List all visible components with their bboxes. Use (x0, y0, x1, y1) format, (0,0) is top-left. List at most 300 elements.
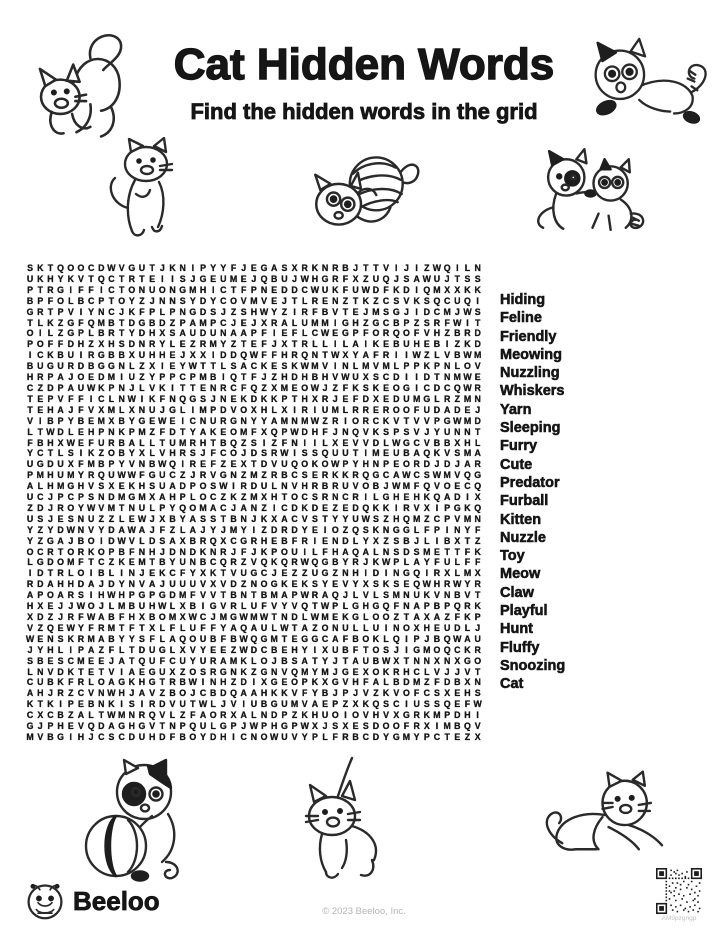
grid-letter: D (372, 568, 380, 579)
grid-letter: L (118, 644, 125, 655)
grid-letter: F (413, 688, 420, 699)
grid-letter: J (159, 263, 165, 273)
grid-letter: M (443, 306, 451, 317)
grid-letter: J (342, 590, 348, 601)
grid-letter: H (67, 579, 74, 590)
grid-letter: W (66, 437, 75, 448)
word-list-item: Playful (500, 603, 548, 620)
grid-letter: M (36, 470, 44, 481)
two-kittens-illustration (532, 147, 658, 238)
grid-letter: J (68, 404, 74, 415)
grid-letter: V (37, 731, 44, 742)
grid-letter: N (98, 688, 105, 699)
grid-letter: K (372, 557, 380, 568)
grid-letter: A (87, 644, 95, 655)
grid-row (25, 667, 483, 678)
grid-letter: N (403, 590, 410, 601)
grid-letter: E (169, 361, 176, 372)
grid-letter: R (87, 470, 95, 481)
grid-letter: O (57, 557, 65, 568)
grid-letter: G (321, 557, 329, 568)
grid-letter: T (37, 699, 43, 710)
grid-letter: E (434, 622, 440, 633)
grid-letter: N (342, 568, 349, 579)
grid-letter: O (57, 295, 65, 306)
grid-letter: B (77, 535, 85, 546)
grid-letter: N (443, 590, 451, 601)
grid-letter: J (231, 317, 236, 328)
grid-letter: G (138, 317, 146, 328)
grid-letter: F (413, 328, 420, 339)
grid-letter: Y (301, 731, 308, 742)
grid-letter: Z (261, 382, 267, 393)
grid-letter: I (89, 590, 93, 601)
grid-letter: M (138, 557, 146, 568)
grid-letter: L (88, 677, 94, 688)
grid-letter: E (434, 546, 440, 557)
grid-letter: H (220, 677, 227, 688)
grid-letter: F (261, 328, 267, 339)
grid-letter: X (169, 666, 176, 677)
grid-letter: E (281, 568, 288, 579)
grid-letter: U (403, 339, 410, 350)
grid-letter: M (280, 415, 289, 426)
grid-letter: R (311, 295, 319, 306)
grid-letter: P (403, 361, 410, 372)
grid-letter: E (169, 415, 176, 426)
grid-letter: D (240, 677, 247, 688)
grid-letter: Z (230, 306, 237, 317)
grid-letter: T (149, 557, 155, 568)
grid-letter: U (311, 568, 319, 579)
grid-letter: K (108, 699, 115, 710)
grid-letter: Y (271, 306, 278, 317)
grid-letter: R (321, 470, 329, 481)
grid-letter: K (118, 557, 125, 568)
grid-letter: B (87, 699, 95, 710)
grid-letter: T (454, 546, 460, 557)
grid-row (25, 285, 483, 296)
grid-letter: T (322, 513, 328, 524)
grid-letter: L (241, 601, 247, 612)
grid-letter: C (230, 535, 237, 546)
grid-letter: C (321, 633, 329, 644)
grid-letter: B (403, 448, 410, 459)
grid-letter: I (69, 644, 72, 655)
grid-letter: K (413, 295, 420, 306)
grid-letter: O (443, 481, 451, 492)
grid-letter: J (180, 350, 186, 361)
grid-letter: N (210, 677, 217, 688)
grid-letter: Z (363, 273, 369, 284)
grid-letter: J (190, 688, 196, 699)
grid-letter: T (281, 492, 288, 503)
grid-letter: U (433, 273, 441, 284)
grid-letter: A (464, 459, 471, 470)
grid-letter: Q (87, 721, 95, 732)
grid-letter: O (118, 295, 126, 306)
grid-letter: P (149, 306, 156, 317)
grid-letter: T (363, 644, 369, 655)
grid-letter: S (464, 273, 471, 284)
grid-letter: W (331, 350, 340, 361)
grid-letter: C (98, 393, 105, 404)
grid-letter: R (108, 437, 115, 448)
grid-letter: A (250, 622, 258, 633)
grid-letter: Z (139, 295, 145, 306)
grid-letter: I (395, 350, 398, 361)
grid-letter: N (332, 492, 339, 503)
grid-letter: E (37, 404, 44, 415)
grid-letter: N (393, 622, 400, 633)
grid-letter: X (200, 568, 206, 579)
grid-letter: F (464, 546, 471, 557)
grid-letter: R (189, 437, 197, 448)
grid-letter: B (210, 688, 217, 699)
grid-letter: B (433, 339, 441, 350)
grid-letter: M (240, 426, 248, 437)
grid-letter: L (312, 339, 318, 350)
grid-letter: L (139, 535, 145, 546)
grid-letter: A (118, 524, 125, 535)
grid-letter: K (128, 677, 135, 688)
grid-letter: Q (291, 666, 298, 677)
grid-letter: U (332, 644, 339, 655)
grid-letter: W (107, 590, 116, 601)
grid-letter: N (260, 710, 268, 721)
grid-letter: F (190, 590, 196, 601)
grid-letter: E (393, 459, 400, 470)
grid-letter: T (403, 655, 410, 666)
grid-letter: K (240, 655, 247, 666)
grid-letter: T (88, 273, 94, 284)
grid-letter: G (57, 284, 65, 295)
grid-letter: P (261, 721, 267, 732)
grid-letter: L (363, 612, 369, 622)
grid-letter: L (352, 361, 359, 372)
grid-letter: D (393, 393, 400, 404)
grid-letter: Z (424, 513, 430, 524)
grid-letter: P (413, 633, 420, 644)
grid-letter: P (169, 306, 176, 317)
grid-letter: X (179, 644, 186, 655)
grid-letter: W (127, 470, 136, 481)
grid-letter: D (454, 710, 461, 721)
grid-letter: Q (291, 459, 298, 470)
grid-letter: U (281, 459, 288, 470)
grid-letter: U (26, 513, 34, 524)
grid-letter: R (210, 655, 217, 666)
grid-row (25, 525, 483, 536)
grid-letter: R (413, 710, 420, 721)
grid-letter: Y (169, 502, 176, 513)
grid-letter: N (332, 535, 339, 546)
grid-letter: L (383, 437, 389, 448)
grid-letter: D (423, 372, 430, 383)
grid-letter: Y (128, 328, 135, 339)
grid-letter: P (179, 317, 186, 328)
grid-letter: R (321, 492, 329, 503)
grid-letter: C (464, 481, 471, 492)
grid-letter: A (159, 492, 166, 503)
grid-letter: W (300, 361, 309, 372)
grid-letter: J (220, 699, 226, 710)
grid-letter: I (364, 448, 367, 459)
grid-letter: M (270, 590, 278, 601)
grid-letter: V (362, 437, 369, 448)
grid-row (25, 438, 483, 449)
word-list-item: Hunt (500, 621, 534, 638)
grid-letter: S (362, 524, 369, 535)
grid-letter: K (372, 502, 380, 513)
grid-letter: L (179, 524, 186, 535)
grid-letter: X (311, 721, 318, 732)
grid-letter: F (179, 568, 186, 579)
grid-letter: C (393, 699, 400, 710)
grid-letter: R (291, 350, 298, 361)
grid-letter: C (67, 655, 74, 666)
grid-letter: Y (189, 295, 196, 306)
grid-letter: B (37, 655, 44, 666)
grid-letter: Z (291, 568, 298, 579)
grid-letter: R (433, 317, 441, 328)
grid-letter: W (310, 284, 320, 295)
grid-letter: A (250, 688, 258, 699)
cat-icon (98, 137, 190, 239)
grid-letter: A (372, 677, 380, 688)
grid-letter: H (47, 437, 54, 448)
grid-letter: K (87, 448, 95, 459)
grid-letter: R (382, 404, 390, 415)
grid-letter: A (108, 677, 115, 688)
grid-letter: U (67, 350, 74, 361)
grid-letter: P (149, 590, 156, 601)
grid-letter: C (98, 731, 105, 742)
grid-letter: U (77, 382, 85, 393)
grid-letter: G (179, 284, 187, 295)
grid-letter: V (301, 513, 308, 524)
grid-letter: O (77, 372, 85, 383)
grid-letter: K (291, 361, 298, 372)
grid-letter: V (230, 568, 237, 579)
grid-letter: A (230, 622, 237, 633)
grid-letter: X (210, 579, 217, 590)
grid-letter: N (332, 622, 339, 633)
grid-letter: P (250, 328, 257, 339)
grid-letter: S (240, 306, 247, 317)
grid-letter: U (98, 437, 105, 448)
grid-letter: U (148, 655, 156, 666)
grid-letter: E (88, 666, 95, 677)
grid-letter: Z (68, 710, 74, 721)
grid-letter: V (454, 513, 461, 524)
grid-letter: V (372, 361, 379, 372)
grid-letter: P (291, 721, 298, 732)
grid-letter: X (240, 459, 247, 470)
walking-cat-illustration (288, 753, 403, 883)
grid-letter: P (342, 688, 349, 699)
standing-cat-illustration (98, 137, 190, 239)
grid-letter: F (403, 721, 410, 732)
grid-letter: K (271, 557, 278, 568)
grid-letter: B (47, 731, 54, 742)
grid-letter: G (443, 415, 451, 426)
grid-letter: X (179, 535, 186, 546)
grid-letter: C (220, 502, 227, 513)
word-list-item: Cute (500, 456, 533, 473)
grid-letter: Q (260, 273, 268, 284)
grid-letter: P (210, 317, 217, 328)
grid-letter: H (118, 590, 125, 601)
grid-letter: F (159, 655, 165, 666)
grid-letter: P (179, 492, 186, 503)
grid-letter: M (463, 568, 472, 579)
grid-letter: Q (413, 568, 421, 579)
grid-letter: G (108, 361, 115, 372)
grid-letter: Z (342, 699, 349, 710)
grid-letter: T (220, 590, 227, 601)
grid-letter: S (189, 448, 196, 459)
grid-letter: M (250, 470, 258, 481)
grid-letter: F (200, 622, 206, 633)
grid-letter: V (271, 601, 278, 612)
grid-letter: X (220, 535, 227, 546)
grid-letter: A (87, 579, 95, 590)
grid-letter: W (188, 612, 197, 622)
grid-letter: E (332, 612, 339, 622)
grid-letter: I (313, 535, 317, 546)
grid-letter: G (464, 655, 471, 666)
grid-letter: D (98, 372, 105, 383)
grid-letter: A (128, 437, 135, 448)
grid-letter: L (220, 361, 227, 372)
grid-letter: M (311, 361, 319, 372)
grid-letter: A (464, 633, 471, 644)
grid-letter: X (444, 284, 451, 295)
grid-letter: R (352, 404, 359, 415)
grid-letter: T (210, 437, 216, 448)
grid-letter: S (98, 481, 105, 492)
grid-letter: P (57, 306, 64, 317)
grid-letter: P (189, 372, 196, 383)
grid-letter: P (311, 731, 318, 742)
grid-letter: B (321, 481, 329, 492)
grid-letter: A (57, 590, 64, 601)
grid-letter: J (424, 426, 430, 437)
grid-letter: X (423, 612, 430, 622)
grid-letter: C (169, 568, 176, 579)
grid-letter: L (149, 502, 155, 513)
grid-letter: V (474, 361, 481, 372)
grid-letter: M (107, 502, 116, 513)
grid-letter: U (342, 622, 349, 633)
grid-letter: N (179, 546, 186, 557)
grid-letter: W (432, 470, 442, 481)
grid-letter: V (342, 677, 349, 688)
word-list-item: Friendly (500, 328, 557, 345)
grid-letter: Z (139, 372, 145, 383)
grid-letter: Q (240, 622, 248, 633)
grid-letter: D (47, 382, 54, 393)
grid-letter: D (250, 481, 258, 492)
grid-letter: D (474, 415, 481, 426)
grid-letter: A (240, 502, 247, 513)
grid-letter: Q (464, 295, 471, 306)
grid-letter: N (443, 655, 451, 666)
grid-letter: Q (433, 492, 441, 503)
grid-letter: J (403, 263, 409, 273)
grid-letter: I (252, 524, 256, 535)
grid-letter: K (169, 263, 176, 273)
grid-letter: B (169, 513, 176, 524)
grid-letter: D (403, 677, 410, 688)
grid-letter: E (210, 273, 217, 284)
grid-letter: F (78, 284, 84, 295)
grid-letter: E (322, 535, 328, 546)
grid-letter: R (220, 546, 227, 557)
grid-letter: M (189, 284, 197, 295)
grid-letter: R (57, 568, 64, 579)
grid-letter: G (189, 306, 197, 317)
grid-letter: L (424, 666, 430, 677)
grid-row (25, 568, 483, 579)
grid-letter: I (415, 284, 418, 295)
grid-letter: D (423, 306, 430, 317)
grid-letter: Q (443, 263, 451, 273)
grid-letter: K (47, 699, 54, 710)
grid-letter: U (26, 273, 34, 284)
grid-letter: F (88, 437, 94, 448)
grid-letter: J (454, 666, 460, 677)
grid-letter: F (129, 546, 135, 557)
grid-letter: D (159, 317, 166, 328)
copyright-text: © 2023 Beeloo, Inc. (322, 906, 406, 917)
grid-letter: F (169, 622, 176, 633)
grid-letter: S (37, 513, 44, 524)
grid-letter: P (200, 263, 206, 273)
grid-letter: B (47, 677, 54, 688)
grid-letter: Z (230, 339, 237, 350)
grid-letter: T (98, 666, 104, 677)
grid-letter: K (311, 677, 319, 688)
grid-letter: M (433, 284, 441, 295)
grid-letter: Z (241, 470, 247, 481)
grid-letter: L (139, 437, 145, 448)
grid-letter: U (220, 273, 227, 284)
grid-letter: S (434, 688, 440, 699)
grid-letter: G (474, 470, 482, 481)
grid-letter: W (361, 513, 370, 524)
grid-letter: L (149, 437, 155, 448)
grid-letter: N (413, 655, 420, 666)
grid-letter: I (69, 731, 72, 742)
grid-letter: T (118, 622, 125, 633)
grid-letter: O (464, 361, 471, 372)
grid-letter: W (320, 328, 330, 339)
grid-letter: U (189, 328, 197, 339)
grid-letter: V (128, 535, 135, 546)
grid-letter: P (444, 601, 451, 612)
grid-letter: X (362, 666, 369, 677)
grid-row (25, 328, 483, 339)
grid-letter: P (27, 339, 34, 350)
grid-letter: A (179, 328, 186, 339)
grid-letter: G (138, 721, 146, 732)
grid-letter: O (392, 404, 400, 415)
grid-letter: C (301, 492, 308, 503)
grid-letter: G (423, 393, 431, 404)
grid-letter: L (68, 568, 74, 579)
